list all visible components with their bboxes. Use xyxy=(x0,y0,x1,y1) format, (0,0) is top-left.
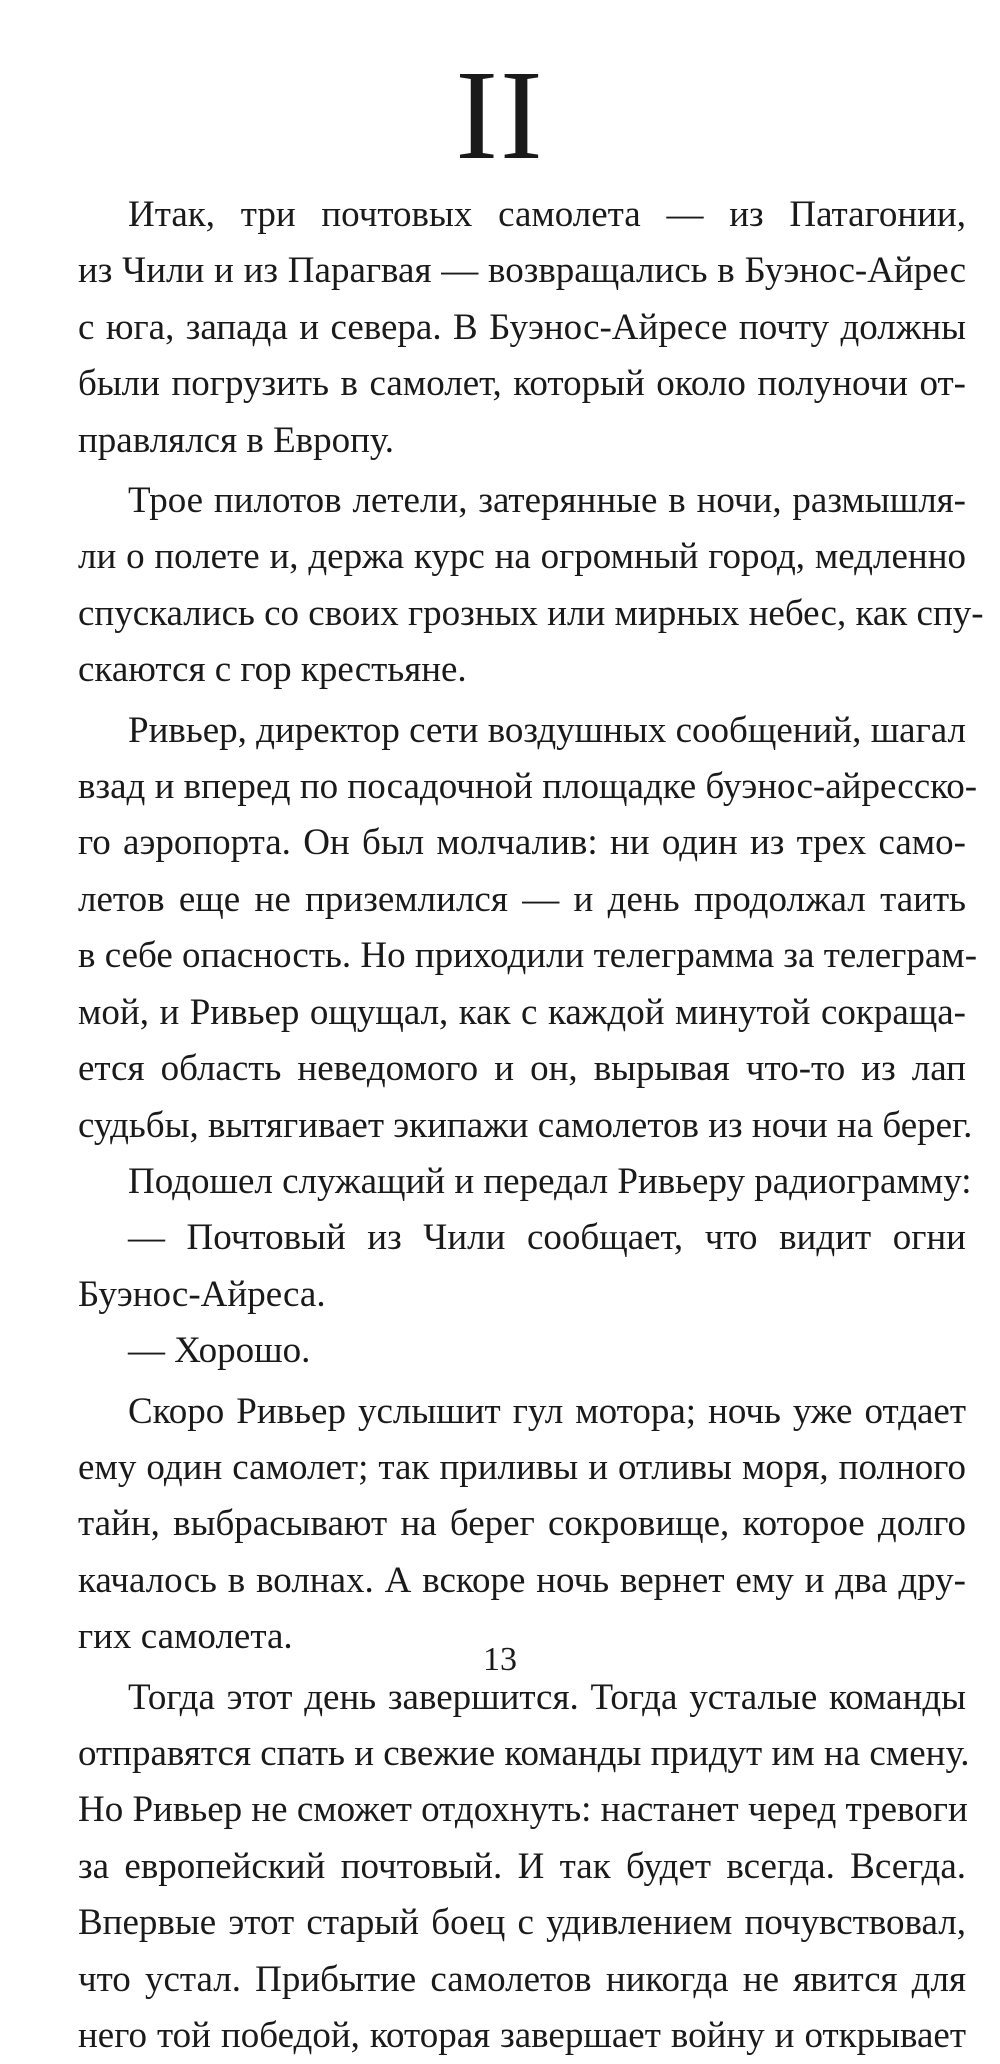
text-line: го аэропорта. Он был молчалив: ни один из трех само- xyxy=(78,822,966,864)
text-line: гих самолета. xyxy=(78,1616,293,1658)
text-line: Скоро Ривьер услышит гул мотора; ночь уже отдает xyxy=(128,1390,966,1432)
text-line: правлялся в Европу. xyxy=(78,419,394,461)
text-line: него той победой, которая завершает войну и открывает xyxy=(78,2015,966,2056)
text-line: скаются с гор крестьяне. xyxy=(78,649,467,691)
text-line: взад и вперед по посадочной площадке буэнос-айресско- xyxy=(78,766,978,808)
text-line: ется область неведомого и он, вырывая что-то из лап xyxy=(78,1048,966,1090)
page-number: 13 xyxy=(483,1641,517,1678)
paragraph xyxy=(78,187,966,469)
text-line: Подошел служащий и передал Ривьеру радиограмму: xyxy=(128,1160,972,1202)
text-line: в себе опасность. Но приходили телеграмма за телеграм- xyxy=(78,935,978,977)
text-line: Буэнос-Айреса. xyxy=(78,1273,326,1315)
chapter-body xyxy=(78,187,984,2064)
text-line: судьбы, вытягивает экипажи самолетов из ночи на берег. xyxy=(78,1104,973,1146)
paragraph xyxy=(78,1154,972,1210)
text-line: Тогда этот день завершится. Тогда усталые команды xyxy=(128,1676,966,1718)
text-line: отправятся спать и свежие команды придут им на смену. xyxy=(78,1732,970,1774)
text-line: ли о полете и, держа курс на огромный город, медленно xyxy=(78,536,966,578)
text-line: — Почтовый из Чили сообщает, что видит огни xyxy=(128,1217,966,1259)
text-line: спускались со своих грозных или мирных небес, как спу- xyxy=(78,592,984,634)
text-line: Трое пилотов летели, затерянные в ночи, размышля- xyxy=(128,480,966,522)
text-line: Впервые этот старый боец с удивлением почувствовал, xyxy=(78,1902,966,1944)
text-line: качалось в волнах. А вскоре ночь вернет ему и два дру- xyxy=(78,1559,966,1601)
text-line: что устал. Прибытие самолетов никогда не явится для xyxy=(78,1958,966,2000)
text-line: ему один самолет; так приливы и отливы моря, полного xyxy=(78,1446,966,1488)
text-line: — Хорошо. xyxy=(128,1330,311,1372)
paragraph xyxy=(78,473,984,699)
paragraph xyxy=(78,1670,970,2064)
text-line: из Чили и из Парагвая — возвращались в Буэнос-Айрес xyxy=(78,250,966,292)
text-line: Но Ривьер не сможет отдохнуть: настанет черед тревоги xyxy=(78,1789,968,1831)
text-line: Итак, три почтовых самолета — из Патагонии, xyxy=(128,194,966,235)
text-line: летов еще не приземлился — и день продолжал таить xyxy=(78,878,966,920)
text-line: Ривьер, директор сети воздушных сообщений, шагал xyxy=(128,709,966,751)
paragraph xyxy=(78,1210,966,1323)
paragraph xyxy=(78,703,978,1154)
text-line: тайн, выбрасывают на берег сокровище, которое долго xyxy=(78,1503,966,1545)
text-line: были погрузить в самолет, который около полуночи от- xyxy=(78,363,966,405)
paragraph xyxy=(78,1323,966,1379)
paragraph xyxy=(78,1384,966,1666)
chapter-number: II xyxy=(455,44,545,186)
text-line: за европейский почтовый. И так будет всегда. Всегда. xyxy=(78,1845,966,1887)
text-line: с юга, запада и севера. В Буэнос-Айресе почту должны xyxy=(78,306,966,348)
text-line: мой, и Ривьер ощущал, как с каждой минутой сокраща- xyxy=(78,991,966,1033)
